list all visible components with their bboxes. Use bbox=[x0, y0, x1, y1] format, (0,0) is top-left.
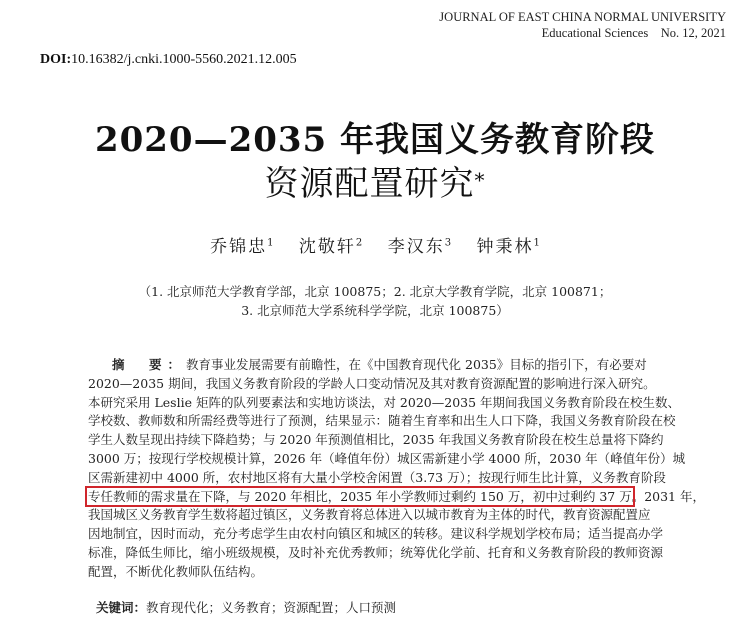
author: 乔锦忠$^1$ bbox=[210, 237, 274, 257]
author-list bbox=[0, 232, 750, 257]
abstract-line: 摘 要：教育事业发展需要有前瞻性，在《中国教育现代化 2035》目标的指引下，有必要对 bbox=[112, 357, 647, 372]
title-marker: * bbox=[474, 168, 486, 192]
title-line-2-text: 资源配置研究 bbox=[264, 164, 475, 204]
paper-title bbox=[0, 118, 750, 206]
author: 李汉东$^3$ bbox=[387, 237, 452, 257]
keywords-value: 教育现代化；义务教育；资源配置；人口预测 bbox=[146, 600, 397, 615]
abstract-line: 2020—2035 期间，我国义务教育阶段的学龄人口变动情况及其对教育资源配置的影响进行深入研究。 bbox=[88, 375, 656, 391]
author: 钟秉林$^1$ bbox=[476, 237, 540, 257]
abstract-line: 标准，降低生师比，缩小班级规模，及时补充优秀教师；统筹优化学前、托育和义务教育阶段的教师资源 bbox=[88, 544, 664, 560]
journal-header bbox=[439, 9, 726, 41]
title-line-1: 2020—2035 年我国义务教育阶段 bbox=[94, 120, 656, 160]
abstract-line: 配置，不断优化教师队伍结构。 bbox=[88, 563, 264, 579]
doi-value: 10.16382/j.cnki.1000-5560.2021.12.005 bbox=[71, 52, 297, 67]
doi-label: DOI: bbox=[40, 52, 72, 67]
abstract-line: 3000 万；按现行学校规模计算，2026 年（峰值年份）城区需新建小学 4000 所，2030 年（峰值年份）城 bbox=[88, 450, 686, 466]
abstract-line: 因地制宜，因时而动，充分考虑学生由农村向镇区和城区的转移。建议科学规划学校布局；适当提高办学 bbox=[88, 526, 664, 542]
abstract-line: 学校数、教师数和所需经费等进行了预测，结果显示：随着生育率和出生人口下降，我国义务教育阶段在校 bbox=[88, 413, 676, 429]
keywords bbox=[96, 598, 396, 616]
abstract-line: 学生人数呈现出持续下降趋势；与 2020 年预测值相比，2035 年我国义务教育阶段在校生总量将下降约 bbox=[88, 432, 664, 448]
abstract-line: 我国城区义务教育学生数将超过镇区，义务教育将总体进入以城市教育为主体的时代，教育资源配置应 bbox=[88, 507, 651, 523]
affiliation-line-1: （1. 北京师范大学教育学部，北京 100875；2. 北京大学教育学院，北京 100871； bbox=[138, 284, 612, 299]
abstract-line: 本研究采用 Leslie 矩阵的队列要素法和实地访谈法，对 2020—2035 年期间我国义务教育阶段在校生数、 bbox=[88, 394, 681, 410]
abstract-label: 摘 要： bbox=[112, 357, 187, 372]
abstract-line: 专任教师的需求量在下降，与 2020 年相比，2035 年小学教师过剩约 150 万，初中过剩约 37 万。2031 年， bbox=[88, 488, 705, 504]
journal-issue: Educational Sciences No. 12, 2021 bbox=[541, 26, 726, 40]
author: 沈敬轩$^2$ bbox=[298, 237, 363, 257]
keywords-label: 关键词： bbox=[96, 600, 147, 615]
abstract-line: 区需新建初中 4000 所，农村地区将有大量小学校舍闲置（3.73 万）；按现行师生比计算，义务教育阶段 bbox=[88, 469, 666, 485]
affiliation-line-2: 3. 北京师范大学系统科学学院，北京 100875） bbox=[241, 303, 509, 318]
abstract bbox=[88, 356, 705, 582]
doi-line bbox=[40, 52, 297, 68]
journal-name: JOURNAL OF EAST CHINA NORMAL UNIVERSITY bbox=[439, 10, 726, 24]
affiliations bbox=[0, 282, 750, 320]
highlight-box: 专任教师的需求量在下降，与 2020 年相比，2035 年小学教师过剩约 150 万，初中过剩约 37 万 bbox=[88, 488, 632, 504]
title-line-2 bbox=[0, 162, 750, 206]
